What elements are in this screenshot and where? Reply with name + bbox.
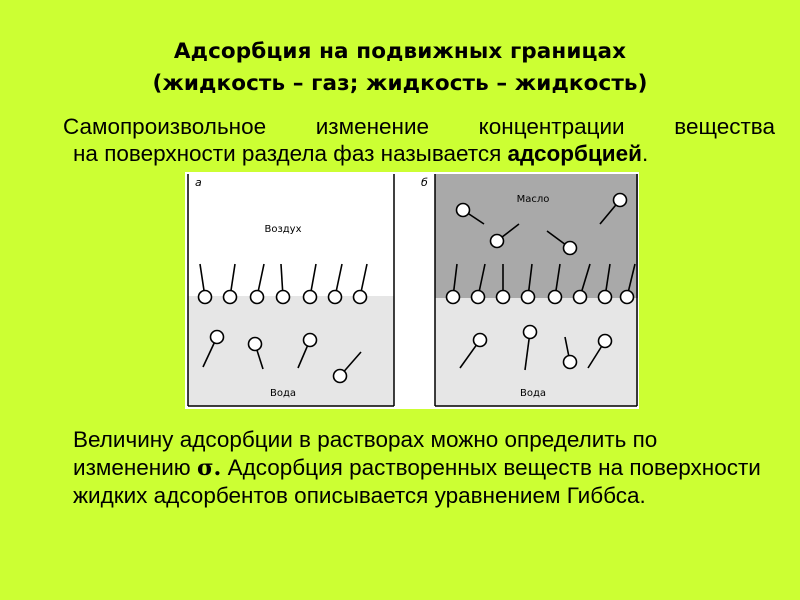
outro-text-end: Адсорбция растворенных веществ на поверхности жидких адсорбентов описывается уравнением Гиббса. [73,455,761,508]
intro-paragraph [63,113,775,167]
slide-title [0,36,800,100]
panel-b-molecule-head [472,291,485,304]
title-line-2: (жидкость – газ; жидкость – жидкость) [152,71,648,96]
outro-paragraph [73,426,773,510]
panel-b-molecule-head [599,335,612,348]
adsorption-figure [185,172,639,409]
outro-text-start: Величину адсорбции в растворах можно определить по изменению [73,427,658,480]
panel-a-molecule-tail [200,264,204,291]
panel-a-molecule-head [277,291,290,304]
panel-b-top-label: Масло [516,194,550,205]
panel-a-molecule-head [334,370,347,383]
panel-b-molecule-head [621,291,634,304]
panel-a-molecule-head [304,291,317,304]
panel-b-molecule-head [524,326,537,339]
intro-line-1: Самопроизвольное изменение концентрации вещества [63,114,775,139]
panel-a-molecule-tail [311,264,316,291]
panel-a [188,174,394,406]
panel-a-letter: а [195,176,202,189]
panel-b-molecule-head [497,291,510,304]
title-line-1: Адсорбция на подвижных границах [173,39,627,64]
panel-a-molecule-head [251,291,264,304]
panel-a-molecule-head [199,291,212,304]
panel-b-letter: б [421,176,428,189]
panel-a-bottom-label: Вода [269,388,297,399]
panel-a-molecule-tail [258,264,264,291]
intro-period: . [641,141,649,166]
panel-b-molecule-head [599,291,612,304]
panel-b-molecule-head [574,291,587,304]
panel-b-molecule-head [564,356,577,369]
panel-a-molecule-tail [361,264,367,291]
intro-line-2 [63,140,775,167]
panel-b-molecule-head [474,334,487,347]
panel-b-bottom-label: Вода [519,388,547,399]
panel-b-molecule-head [457,204,470,217]
panel-a-molecule-tail [336,264,342,291]
panel-a-top-label: Воздух [264,224,302,235]
intro-term-adsorption: адсорбцией [507,141,642,166]
panel-a-molecule-head [249,338,262,351]
panel-b-molecule-head [522,291,535,304]
panel-a-molecule-head [211,331,224,344]
panel-b-molecule-head [447,291,460,304]
panel-a-molecule-tail [231,264,235,291]
panel-b-molecule-head [614,194,627,207]
panel-b-molecule-head [564,242,577,255]
panel-b-molecule-head [491,235,504,248]
sigma-symbol: σ. [196,455,222,481]
panel-a-molecule-head [354,291,367,304]
panel-b-molecule-head [549,291,562,304]
intro-text: на поверхности раздела фаз называется [73,141,508,166]
panel-a-molecule-head [304,334,317,347]
panel-a-molecule-head [224,291,237,304]
panel-a-molecule-head [329,291,342,304]
panel-b [421,174,638,406]
adsorption-diagram [185,172,639,409]
panel-a-molecule-tail [281,264,283,291]
